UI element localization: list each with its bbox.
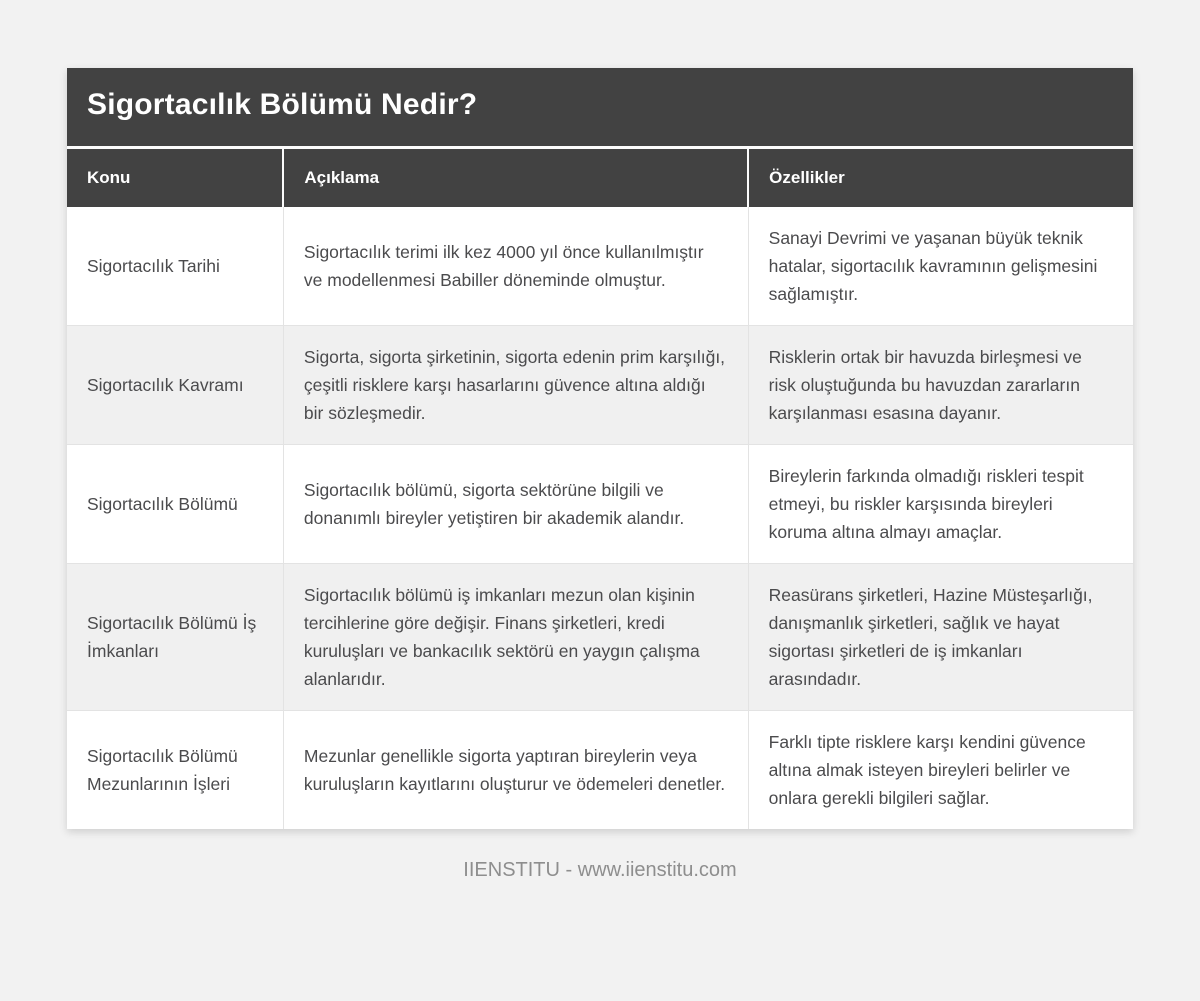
cell-description: Sigorta, sigorta şirketinin, sigorta edenin prim karşılığı, çeşitli risklere karşı hasarlarını güvence altına aldığı bir sözleşmedir. xyxy=(283,326,748,445)
cell-topic: Sigortacılık Kavramı xyxy=(67,326,283,445)
column-header-features: Özellikler xyxy=(748,148,1133,208)
page-title: Sigortacılık Bölümü Nedir? xyxy=(67,68,1133,146)
table-row xyxy=(67,207,1133,326)
cell-description: Mezunlar genellikle sigorta yaptıran bireylerin veya kuruluşların kayıtlarını oluşturur ve ödemeleri denetler. xyxy=(283,711,748,830)
footer-attribution: IIENSTITU - www.iienstitu.com xyxy=(463,859,737,881)
table-row xyxy=(67,711,1133,830)
info-table xyxy=(67,146,1133,829)
column-header-topic: Konu xyxy=(67,148,283,208)
table-row xyxy=(67,564,1133,711)
column-header-description: Açıklama xyxy=(283,148,748,208)
cell-topic: Sigortacılık Tarihi xyxy=(67,207,283,326)
cell-topic: Sigortacılık Bölümü İş İmkanları xyxy=(67,564,283,711)
cell-topic: Sigortacılık Bölümü xyxy=(67,445,283,564)
insurance-info-card xyxy=(67,68,1133,829)
table-header-row xyxy=(67,148,1133,208)
cell-description: Sigortacılık bölümü, sigorta sektörüne bilgili ve donanımlı bireyler yetiştiren bir akademik alandır. xyxy=(283,445,748,564)
cell-description: Sigortacılık bölümü iş imkanları mezun olan kişinin tercihlerine göre değişir. Finans şirketleri, kredi kuruluşları ve bankacılık sektörü en yaygın çalışma alanlarıdır. xyxy=(283,564,748,711)
cell-topic: Sigortacılık Bölümü Mezunlarının İşleri xyxy=(67,711,283,830)
table-row xyxy=(67,445,1133,564)
cell-features: Sanayi Devrimi ve yaşanan büyük teknik hatalar, sigortacılık kavramının gelişmesini sağlamıştır. xyxy=(748,207,1133,326)
cell-features: Reasürans şirketleri, Hazine Müsteşarlığı, danışmanlık şirketleri, sağlık ve hayat sigortası şirketleri de iş imkanları arasındadır. xyxy=(748,564,1133,711)
cell-features: Risklerin ortak bir havuzda birleşmesi ve risk oluştuğunda bu havuzdan zararların karşılanması esasına dayanır. xyxy=(748,326,1133,445)
cell-description: Sigortacılık terimi ilk kez 4000 yıl önce kullanılmıştır ve modellenmesi Babiller döneminde olmuştur. xyxy=(283,207,748,326)
table-row xyxy=(67,326,1133,445)
cell-features: Bireylerin farkında olmadığı riskleri tespit etmeyi, bu riskler karşısında bireyleri koruma altına almayı amaçlar. xyxy=(748,445,1133,564)
cell-features: Farklı tipte risklere karşı kendini güvence altına almak isteyen bireyleri belirler ve onlara gerekli bilgileri sağlar. xyxy=(748,711,1133,830)
